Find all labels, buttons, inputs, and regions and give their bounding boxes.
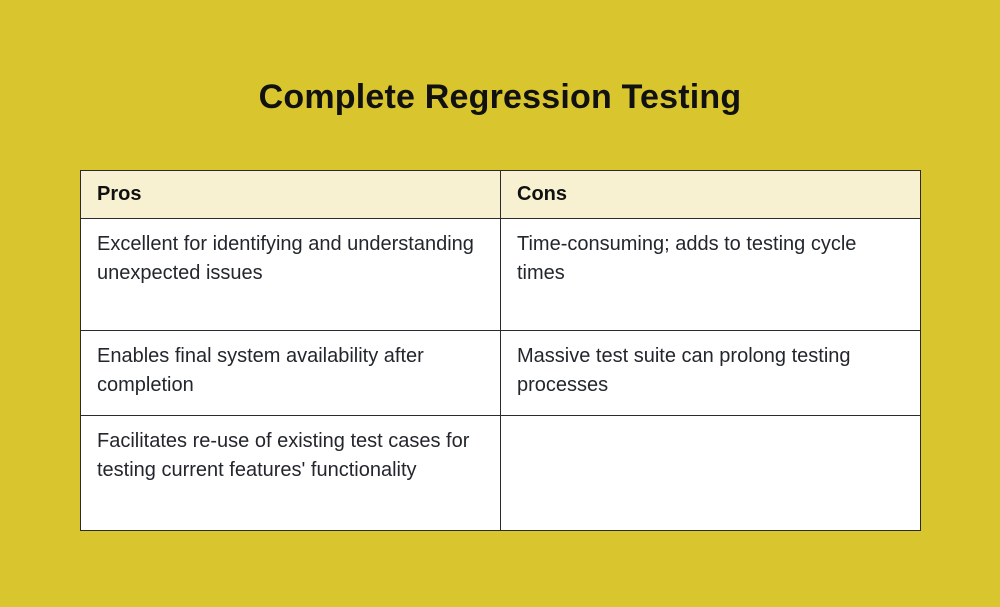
pros-cons-table xyxy=(80,170,921,531)
pros-column-header: Pros xyxy=(81,171,501,219)
cons-cell-1: Time-consuming; adds to testing cycle times xyxy=(501,219,921,331)
cons-cell-3 xyxy=(501,416,921,531)
table-row xyxy=(81,219,921,331)
table-row xyxy=(81,416,921,531)
table-row xyxy=(81,331,921,416)
table-header-row xyxy=(81,171,921,219)
pros-cell-3: Facilitates re-use of existing test cases for testing current features' functionality xyxy=(81,416,501,531)
page-title: Complete Regression Testing xyxy=(258,78,742,116)
cons-column-header: Cons xyxy=(501,171,921,219)
pros-cell-1: Excellent for identifying and understanding unexpected issues xyxy=(81,219,501,331)
cons-cell-2: Massive test suite can prolong testing processes xyxy=(501,331,921,416)
pros-cell-2: Enables final system availability after completion xyxy=(81,331,501,416)
